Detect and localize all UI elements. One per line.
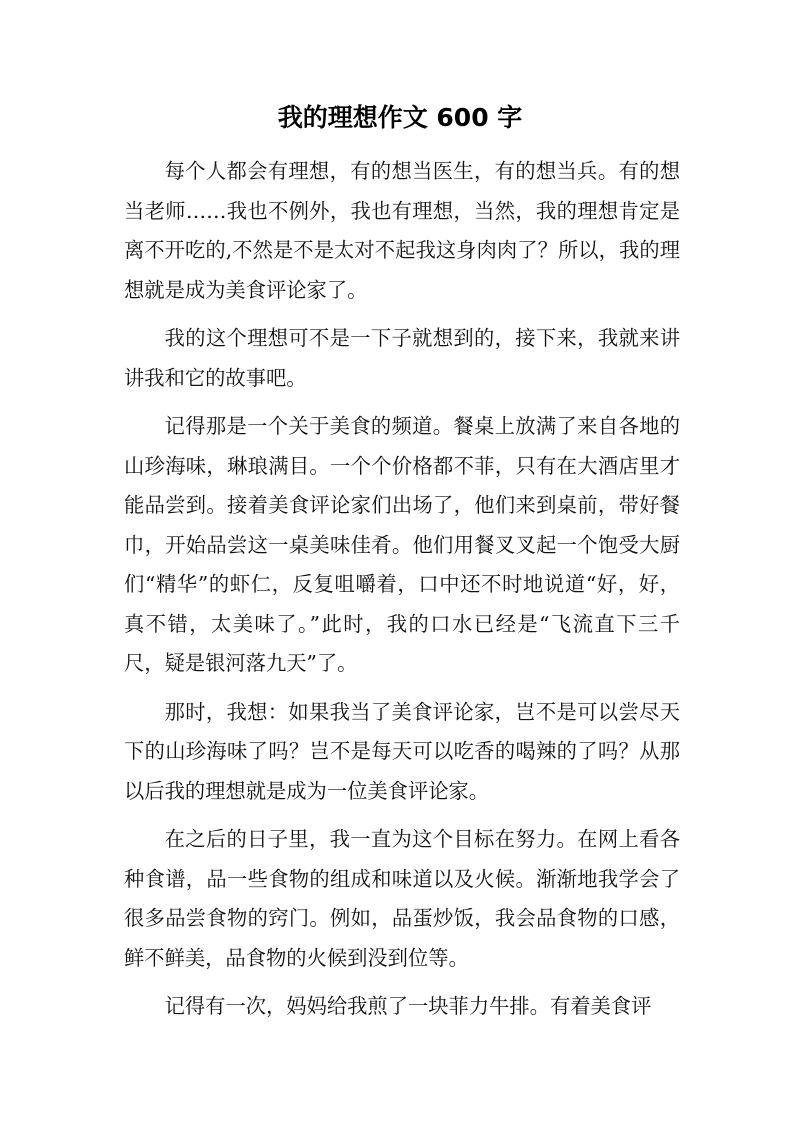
paragraph-6: 记得有一次，妈妈给我煎了一块菲力牛排。有着美食评 <box>164 994 652 1018</box>
paragraph-1: 每个人都会有理想，有的想当医生，有的想当兵。有的想当老师……我也不例外，我也有理想，当然，我的理想肯定是离不开吃的,不然是不是太对不起我这身肉肉了？所以，我的理想就是成为美食评论家了。 <box>124 159 680 302</box>
essay-title: 我的理想作文 600 字 <box>277 103 523 132</box>
paragraph-4: 那时，我想：如果我当了美食评论家，岂不是可以尝尽天下的山珍海味了吗？岂不是每天可以吃香的喝辣的了吗？从那以后我的理想就是成为一位美食评论家。 <box>124 699 680 803</box>
paragraph-2: 我的这个理想可不是一下子就想到的，接下来，我就来讲讲我和它的故事吧。 <box>124 326 680 390</box>
essay-body <box>124 152 680 1036</box>
paragraph-5: 在之后的日子里，我一直为这个目标在努力。在网上看各种食谱，品一些食物的组成和味道以及火候。渐渐地我学会了很多品尝食物的窍门。例如，品蛋炒饭，我会品食物的口感，鲜不鲜美，品食物的火候到没到位等。 <box>124 827 680 970</box>
paragraph-3: 记得那是一个关于美食的频道。餐桌上放满了来自各地的山珍海味，琳琅满目。一个个价格都不菲，只有在大酒店里才能品尝到。接着美食评论家们出场了，他们来到桌前，带好餐巾，开始品尝这一桌美味佳肴。他们用餐叉叉起一个饱受大厨们“精华”的虾仁，反复咀嚼着，口中还不时地说道“好，好，真不错，太美味了。”此时，我的口水已经是“飞流直下三千尺，疑是银河落九天”了。 <box>124 414 680 675</box>
